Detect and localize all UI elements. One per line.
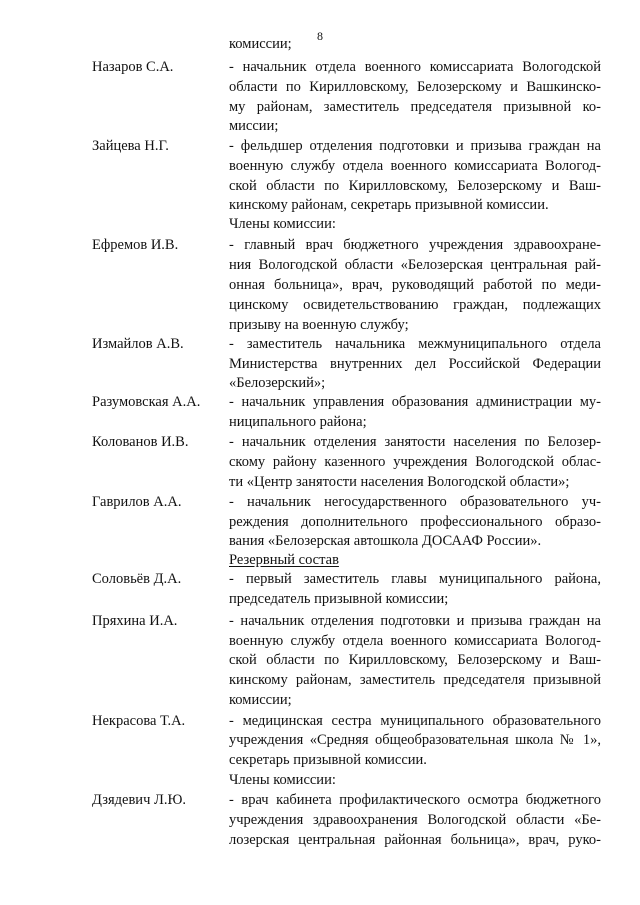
entry-desc-line: - медицинская сестра муниципального образовательного bbox=[229, 713, 601, 729]
entry-desc-line: секретарь призывной комиссии. bbox=[229, 752, 427, 768]
entry-desc-line: - врач кабинета профилактического осмотра бюджетного bbox=[229, 792, 601, 808]
entry-desc-line: ской области по Кирилловскому, Белозерскому и Ваш- bbox=[229, 178, 601, 194]
entry-name: Колованов И.В. bbox=[92, 434, 189, 450]
entry-desc-line: Министерства внутренних дел Российской Федерации bbox=[229, 356, 601, 372]
entry-name: Гаврилов А.А. bbox=[92, 494, 182, 510]
members-heading: Члены комиссии: bbox=[229, 772, 336, 788]
entry-desc-line: - начальник отделения занятости населения по Белозер- bbox=[229, 434, 601, 450]
entry-desc-line: ния Вологодской области «Белозерская центральная рай- bbox=[229, 257, 601, 273]
entry-desc-line: «Белозерский»; bbox=[229, 375, 326, 391]
entry-desc-line: вания «Белозерская автошкола ДОСААФ России». bbox=[229, 533, 542, 549]
entry-name: Дзядевич Л.Ю. bbox=[92, 792, 186, 808]
entry-desc-line: лозерская центральная районная больница», врач, руко- bbox=[229, 832, 601, 848]
entry-desc-line: военную службу отдела военного комиссариата Вологод- bbox=[229, 633, 601, 649]
intro-line: комиссии; bbox=[229, 36, 292, 52]
page-number: 8 bbox=[317, 29, 323, 43]
entry-desc-line: му районам, заместитель председателя призывной ко- bbox=[229, 99, 601, 115]
entry-desc-line: - первый заместитель главы муниципального района, bbox=[229, 571, 601, 587]
entry-desc-line: - заместитель начальника межмуниципального отдела bbox=[229, 336, 601, 352]
entry-desc-line: реждения дополнительного профессионального образо- bbox=[229, 514, 601, 530]
entry-name: Измайлов А.В. bbox=[92, 336, 184, 352]
entry-name: Пряхина И.А. bbox=[92, 613, 178, 629]
entry-desc-line: учреждения «Средняя общеобразовательная школа № 1», bbox=[229, 732, 601, 748]
entry-desc-line: военную службу отдела военного комиссариата Вологод- bbox=[229, 158, 601, 174]
entry-desc-line: - фельдшер отделения подготовки и призыва граждан на bbox=[229, 138, 601, 154]
entry-desc-line: председатель призывной комиссии; bbox=[229, 591, 449, 607]
entry-name: Соловьёв Д.А. bbox=[92, 571, 182, 587]
entry-desc-line: ниципального района; bbox=[229, 414, 367, 430]
entry-desc-line: онная больница», врач, руководящий работой по меди- bbox=[229, 277, 601, 293]
entry-name: Ефремов И.В. bbox=[92, 237, 179, 253]
entry-desc-line: ской области по Кирилловскому, Белозерскому и Ваш- bbox=[229, 652, 601, 668]
entry-desc-line: кинскому районам, секретарь призывной комиссии. bbox=[229, 197, 549, 213]
entry-desc-line: - начальник отделения подготовки и призыва граждан на bbox=[229, 613, 601, 629]
entry-desc-line: миссии; bbox=[229, 118, 279, 134]
entry-desc-line: учреждения здравоохранения Вологодской области «Бе- bbox=[229, 812, 601, 828]
entry-desc-line: - начальник негосударственного образовательного уч- bbox=[229, 494, 601, 510]
entry-desc-line: кинскому районам, заместитель председателя призывной bbox=[229, 672, 601, 688]
entry-desc-line: - главный врач бюджетного учреждения здравоохране- bbox=[229, 237, 601, 253]
members-heading: Члены комиссии: bbox=[229, 216, 336, 232]
entry-desc-line: скому району казенного учреждения Вологодской облас- bbox=[229, 454, 601, 470]
entry-desc-line: призыву на военную службу; bbox=[229, 317, 409, 333]
entry-desc-line: ти «Центр занятости населения Вологодской области»; bbox=[229, 474, 570, 490]
entry-desc-line: - начальник управления образования администрации му- bbox=[229, 394, 601, 410]
entry-desc-line: - начальник отдела военного комиссариата Вологодской bbox=[229, 59, 601, 75]
entry-name: Зайцева Н.Г. bbox=[92, 138, 169, 154]
entry-desc-line: комиссии; bbox=[229, 692, 292, 708]
reserve-heading: Резервный состав bbox=[229, 552, 339, 568]
entry-name: Назаров С.А. bbox=[92, 59, 174, 75]
entry-desc-line: области по Кирилловскому, Белозерскому и Вашкинско- bbox=[229, 79, 601, 95]
entry-name: Некрасова Т.А. bbox=[92, 713, 186, 729]
entry-desc-line: цинскому освидетельствованию граждан, подлежащих bbox=[229, 297, 601, 313]
entry-name: Разумовская А.А. bbox=[92, 394, 201, 410]
